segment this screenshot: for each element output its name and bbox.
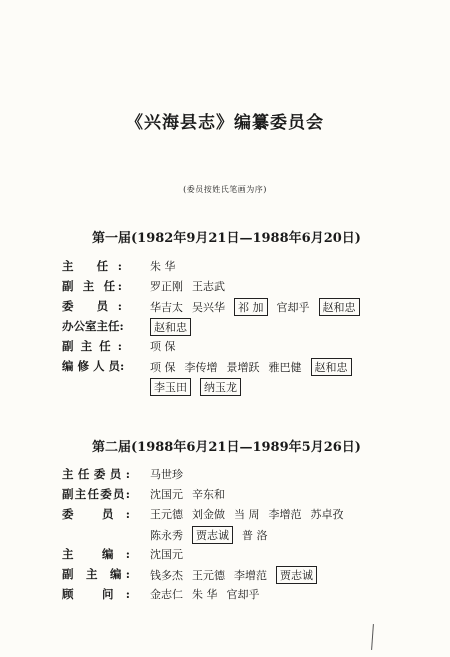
member-name-boxed: 李玉田 bbox=[150, 378, 191, 396]
member-name: 马世珍 bbox=[150, 468, 183, 481]
member-name: 景增跃 bbox=[226, 361, 260, 374]
role-label: 编 修 人 员: bbox=[62, 359, 125, 373]
member-name: 朱 华 bbox=[192, 588, 218, 601]
member-name: 普 洛 bbox=[242, 529, 268, 542]
member-names bbox=[150, 546, 192, 562]
role-label: 副主任委员: bbox=[62, 487, 130, 501]
member-name: 官却乎 bbox=[226, 588, 260, 601]
member-name: 罗正刚 bbox=[150, 280, 183, 293]
member-names bbox=[150, 378, 250, 396]
member-name: 项 保 bbox=[150, 361, 176, 374]
member-name-boxed: 贾志诚 bbox=[192, 526, 233, 544]
page-title: 《兴海县志》编纂委员会 bbox=[126, 113, 324, 133]
member-name: 项 保 bbox=[150, 340, 176, 353]
member-name: 钱多杰 bbox=[150, 569, 183, 582]
member-names bbox=[150, 318, 200, 336]
member-name: 辛东和 bbox=[192, 488, 225, 501]
member-name: 官却乎 bbox=[276, 301, 310, 314]
member-name: 陈永秀 bbox=[150, 529, 183, 542]
role-label: 副主任: bbox=[62, 339, 122, 353]
member-name: 李增范 bbox=[268, 508, 302, 521]
term-heading-1: 第一届(1982年9月21日—1988年6月20日) bbox=[92, 231, 361, 246]
member-names bbox=[150, 278, 234, 294]
member-names bbox=[150, 298, 369, 316]
member-name: 雅巴健 bbox=[268, 361, 302, 374]
member-name-boxed: 赵和忠 bbox=[150, 318, 191, 336]
member-names bbox=[150, 466, 192, 482]
role-label: 主 编: bbox=[62, 547, 130, 561]
member-names bbox=[150, 258, 185, 274]
member-name: 金志仁 bbox=[150, 588, 183, 601]
member-name: 吴兴华 bbox=[192, 301, 225, 314]
member-names bbox=[150, 338, 185, 354]
sort-note: (委员按姓氏笔画为序) bbox=[183, 185, 267, 194]
member-names bbox=[150, 526, 277, 544]
member-name: 李增范 bbox=[234, 569, 267, 582]
member-name: 华吉太 bbox=[150, 301, 183, 314]
member-name: 苏卓孜 bbox=[310, 508, 344, 521]
member-name-boxed: 贾志诚 bbox=[276, 566, 317, 584]
member-name: 当 周 bbox=[234, 508, 260, 521]
role-label: 主任委员: bbox=[62, 467, 130, 481]
role-label: 副 主 编: bbox=[62, 567, 130, 581]
member-name-boxed: 赵和忠 bbox=[319, 298, 360, 316]
member-name-boxed: 赵和忠 bbox=[311, 358, 352, 376]
member-name: 王元德 bbox=[192, 569, 225, 582]
role-label: 副 主 任: bbox=[62, 279, 122, 293]
role-label: 主 任: bbox=[62, 259, 122, 273]
member-names bbox=[150, 358, 361, 376]
member-name: 沈国元 bbox=[150, 548, 183, 561]
member-name: 李传增 bbox=[184, 361, 218, 374]
member-names bbox=[150, 506, 353, 522]
role-label: 顾 问: bbox=[62, 587, 130, 601]
member-names bbox=[150, 586, 269, 602]
member-names bbox=[150, 566, 326, 584]
member-name: 王元德 bbox=[150, 508, 183, 521]
scan-mark bbox=[371, 624, 374, 650]
member-name: 沈国元 bbox=[150, 488, 183, 501]
member-name-boxed: 祁 加 bbox=[234, 298, 268, 316]
member-names bbox=[150, 486, 234, 502]
term-heading-2: 第二届(1988年6月21日—1989年5月26日) bbox=[92, 440, 361, 455]
member-name-boxed: 纳玉龙 bbox=[200, 378, 241, 396]
role-label: 办公室主任: bbox=[62, 319, 124, 333]
member-name: 朱 华 bbox=[150, 260, 176, 273]
member-name: 王志武 bbox=[192, 280, 225, 293]
role-label: 委 员: bbox=[62, 299, 122, 313]
member-name: 刘金做 bbox=[192, 508, 225, 521]
role-label: 委 员: bbox=[62, 507, 130, 521]
